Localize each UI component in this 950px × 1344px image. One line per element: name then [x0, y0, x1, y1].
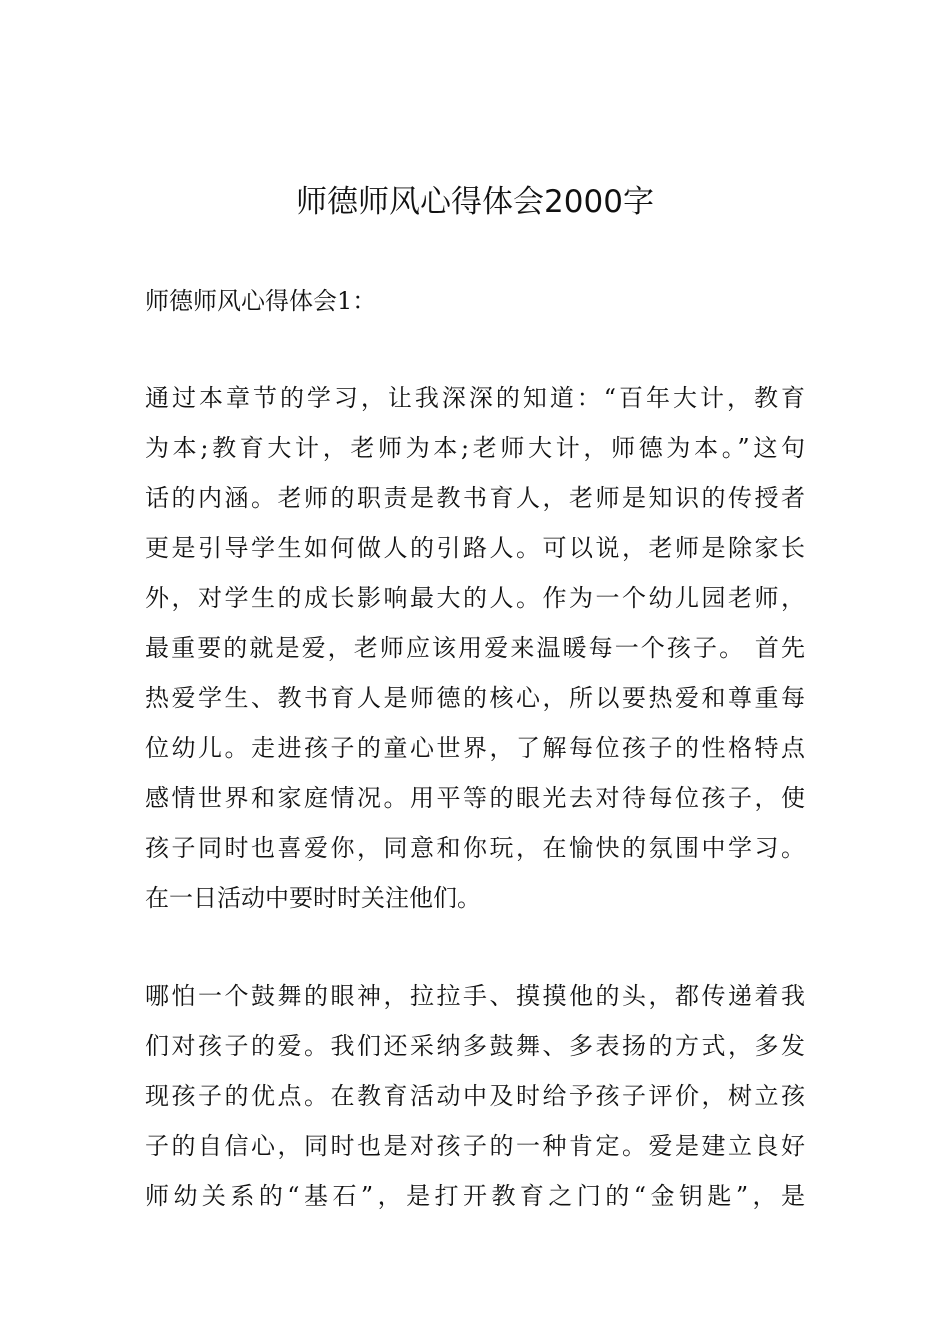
section-heading: 师德师风心得体会1：: [145, 287, 377, 315]
paragraph-line: 孩子同时也喜爱你，同意和你玩，在愉快的氛围中学习。: [145, 834, 805, 862]
paragraph-line: 感情世界和家庭情况。用平等的眼光去对待每位孩子，使: [145, 784, 805, 812]
paragraph-line: 子的自信心，同时也是对孩子的一种肯定。爱是建立良好: [145, 1132, 805, 1160]
document-title: 师德师风心得体会2000字: [296, 184, 654, 220]
paragraph-line: 热爱学生、教书育人是师德的核心，所以要热爱和尊重每: [145, 684, 805, 712]
paragraph-line: 们对孩子的爱。我们还采纳多鼓舞、多表扬的方式，多发: [145, 1032, 805, 1060]
paragraph-line: 最重要的就是爱，老师应该用爱来温暖每一个孩子。 首先: [145, 634, 805, 662]
paragraph-line: 位幼儿。走进孩子的童心世界，了解每位孩子的性格特点: [145, 734, 805, 762]
paragraph-line: 话的内涵。老师的职责是教书育人，老师是知识的传授者: [145, 484, 805, 512]
paragraph-line: 现孩子的优点。在教育活动中及时给予孩子评价，树立孩: [145, 1082, 805, 1110]
paragraph-2: [145, 971, 825, 1221]
paragraph-line: 通过本章节的学习，让我深深的知道：“百年大计，教育: [145, 384, 805, 412]
paragraph-1: [145, 373, 825, 923]
paragraph-line: 为本;教育大计，老师为本;老师大计，师德为本。”这句: [145, 434, 805, 462]
paragraph-line: 在一日活动中要时时关注他们。: [145, 884, 481, 912]
paragraph-line: 外，对学生的成长影响最大的人。作为一个幼儿园老师，: [145, 584, 805, 612]
paragraph-line: 师幼关系的“基石”，是打开教育之门的“金钥匙”，是: [145, 1182, 805, 1210]
paragraph-line: 更是引导学生如何做人的引路人。可以说，老师是除家长: [145, 534, 805, 562]
paragraph-line: 哪怕一个鼓舞的眼神，拉拉手、摸摸他的头，都传递着我: [145, 982, 805, 1010]
